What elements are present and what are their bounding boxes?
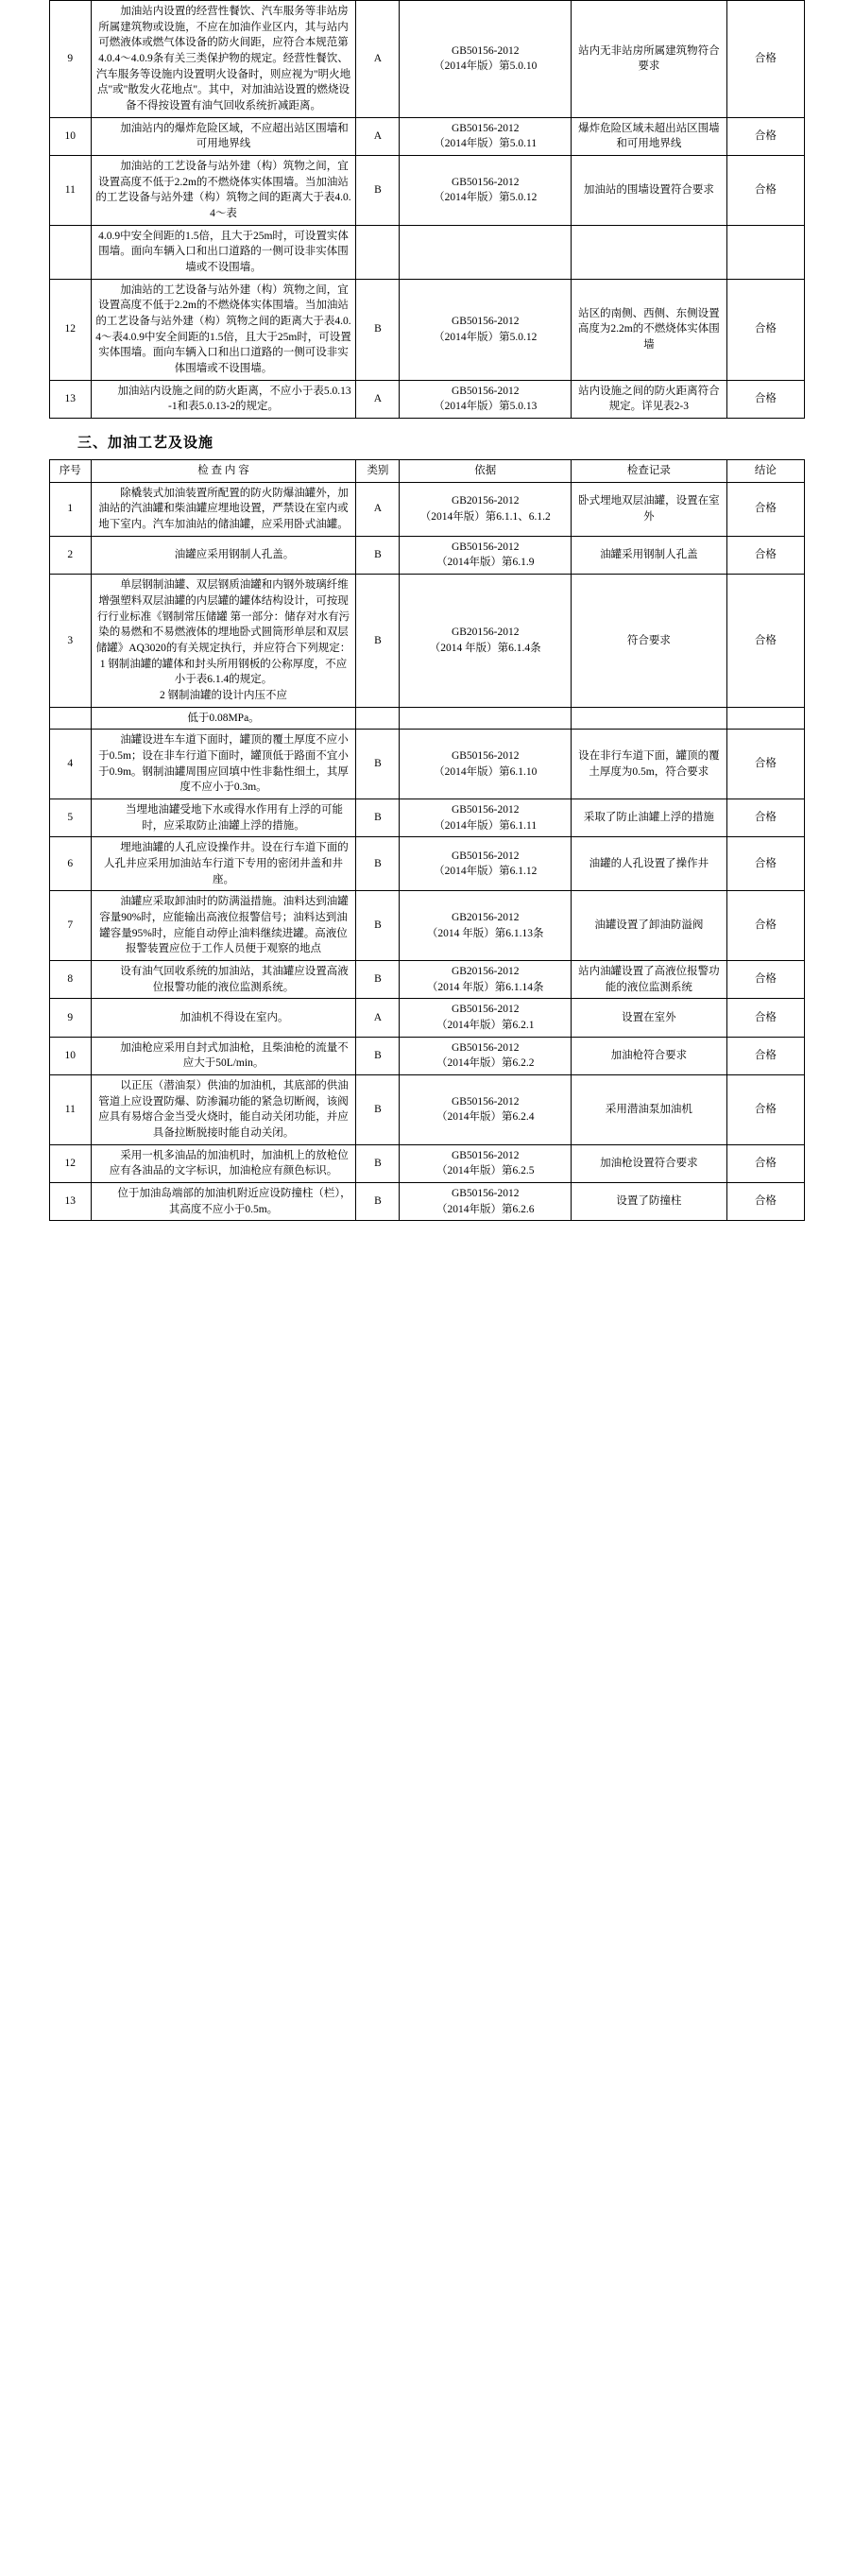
cell-inspection-record: 加油枪符合要求	[572, 1037, 727, 1074]
cell-category: B	[356, 156, 400, 226]
cell-inspection-record: 设置在室外	[572, 999, 727, 1037]
cell-conclusion	[726, 225, 804, 279]
cell-category: A	[356, 380, 400, 418]
cell-conclusion: 合格	[726, 1183, 804, 1221]
table-row	[50, 482, 805, 536]
cell-basis: GB50156-2012 （2014年版）第5.0.10	[400, 1, 572, 118]
cell-basis: GB20156-2012 （2014年版）第6.1.1、6.1.2	[400, 482, 572, 536]
table-row	[50, 891, 805, 961]
cell-basis: GB50156-2012 （2014年版）第6.1.10	[400, 730, 572, 799]
cell-sequence	[50, 707, 92, 730]
cell-category: A	[356, 999, 400, 1037]
cell-category: B	[356, 960, 400, 998]
cell-sequence: 10	[50, 117, 92, 155]
cell-category: B	[356, 1144, 400, 1182]
cell-category: B	[356, 536, 400, 574]
cell-category	[356, 225, 400, 279]
table-row	[50, 1, 805, 118]
document-page	[0, 0, 854, 1230]
table-row	[50, 1144, 805, 1182]
cell-category: B	[356, 799, 400, 836]
inspection-table-1	[49, 0, 805, 419]
cell-conclusion: 合格	[726, 891, 804, 961]
cell-sequence: 12	[50, 1144, 92, 1182]
cell-inspection-content: 加油站内设施之间的防火距离，不应小于表5.0.13-1和表5.0.13-2的规定。	[91, 380, 356, 418]
cell-conclusion: 合格	[726, 1037, 804, 1074]
cell-sequence	[50, 225, 92, 279]
cell-inspection-record: 站内设施之间的防火距离符合规定。详见表2-3	[572, 380, 727, 418]
cell-inspection-content: 加油站内设置的经营性餐饮、汽车服务等非站房所属建筑物或设施，不应在加油作业区内，其与站内可燃液体或燃气体设备的防火间距，应符合本规范第4.0.4～4.0.9条有关三类保护物的规定。经营性餐饮、汽车服务等设施内设置明火设备时，则应视为"明火地点"或"散发火花地点"。其中，对加油站设置的燃烧设备不得按设置有油气回收系统折减距离。	[91, 1, 356, 118]
cell-inspection-content: 油罐应采用钢制人孔盖。	[91, 536, 356, 574]
cell-basis: GB50156-2012 （2014年版）第5.0.11	[400, 117, 572, 155]
column-header: 检查记录	[572, 460, 727, 483]
table-row	[50, 117, 805, 155]
cell-inspection-record: 采取了防止油罐上浮的措施	[572, 799, 727, 836]
cell-sequence: 8	[50, 960, 92, 998]
cell-basis: GB20156-2012 （2014 年版）第6.1.14条	[400, 960, 572, 998]
table-row	[50, 999, 805, 1037]
cell-conclusion: 合格	[726, 799, 804, 836]
cell-basis: GB20156-2012 （2014 年版）第6.1.13条	[400, 891, 572, 961]
cell-inspection-content: 设有油气回收系统的加油站，其油罐应设置高液位报警功能的液位监测系统。	[91, 960, 356, 998]
cell-sequence: 13	[50, 1183, 92, 1221]
cell-basis: GB50156-2012 （2014年版）第6.2.6	[400, 1183, 572, 1221]
cell-inspection-record: 卧式埋地双层油罐，设置在室外	[572, 482, 727, 536]
cell-inspection-record: 加油枪设置符合要求	[572, 1144, 727, 1182]
cell-inspection-content: 油罐应采取卸油时的防满溢措施。油料达到油罐容量90%时，应能输出高液位报警信号；油料达到油罐容量95%时，应能自动停止油料继续进罐。高液位报警装置应位于工作人员便于观察的地点	[91, 891, 356, 961]
cell-sequence: 10	[50, 1037, 92, 1074]
column-header: 类别	[356, 460, 400, 483]
cell-inspection-record: 爆炸危险区域未超出站区围墙和可用地界线	[572, 117, 727, 155]
cell-inspection-content: 除橇装式加油装置所配置的防火防爆油罐外，加油站的汽油罐和柴油罐应埋地设置，严禁设在室内或地下室内。汽车加油站的储油罐，应采用卧式油罐。	[91, 482, 356, 536]
cell-inspection-record: 采用潜油泵加油机	[572, 1074, 727, 1144]
table-row	[50, 837, 805, 891]
cell-sequence: 3	[50, 575, 92, 707]
cell-inspection-content: 加油站的工艺设备与站外建（构）筑物之间，宜设置高度不低于2.2m的不燃烧体实体围墙。当加油站的工艺设备与站外建（构）筑物之间的距离大于表4.0.4～表	[91, 156, 356, 226]
cell-sequence: 11	[50, 1074, 92, 1144]
cell-conclusion: 合格	[726, 960, 804, 998]
table-row	[50, 730, 805, 799]
cell-sequence: 5	[50, 799, 92, 836]
cell-sequence: 9	[50, 1, 92, 118]
column-header: 结论	[726, 460, 804, 483]
cell-inspection-content: 油罐设进车车道下面时，罐顶的覆土厚度不应小于0.5m；设在非车行道下面时，罐顶低于路面不宜小于0.9m。钢制油罐周围应回填中性非黏性细土，其厚度不应小于0.3m。	[91, 730, 356, 799]
cell-sequence: 4	[50, 730, 92, 799]
cell-conclusion: 合格	[726, 730, 804, 799]
table-row	[50, 1037, 805, 1074]
cell-category: B	[356, 1074, 400, 1144]
cell-inspection-record: 加油站的围墙设置符合要求	[572, 156, 727, 226]
column-header: 检 查 内 容	[91, 460, 356, 483]
cell-inspection-content: 加油站内的爆炸危险区域，不应超出站区围墙和可用地界线	[91, 117, 356, 155]
cell-basis	[400, 707, 572, 730]
cell-basis: GB50156-2012 （2014年版）第6.2.5	[400, 1144, 572, 1182]
cell-conclusion: 合格	[726, 837, 804, 891]
cell-inspection-content: 当埋地油罐受地下水或得水作用有上浮的可能时，应采取防止油罐上浮的措施。	[91, 799, 356, 836]
cell-sequence: 13	[50, 380, 92, 418]
cell-inspection-record: 设在非行车道下面，罐顶的覆土厚度为0.5m，符合要求	[572, 730, 727, 799]
cell-category: B	[356, 891, 400, 961]
cell-basis: GB50156-2012 （2014年版）第6.1.12	[400, 837, 572, 891]
cell-conclusion: 合格	[726, 279, 804, 380]
cell-conclusion: 合格	[726, 156, 804, 226]
cell-basis: GB50156-2012 （2014年版）第5.0.12	[400, 156, 572, 226]
cell-basis	[400, 225, 572, 279]
cell-sequence: 9	[50, 999, 92, 1037]
table-row	[50, 380, 805, 418]
cell-inspection-content: 以正压（潜油泵）供油的加油机，其底部的供油管道上应设置防爆、防渗漏功能的紧急切断阀，该阀应具有易熔合金当受火烧时，能自动关闭功能，并应具备拉断脱接时能自动关闭。	[91, 1074, 356, 1144]
cell-sequence: 12	[50, 279, 92, 380]
cell-inspection-record	[572, 225, 727, 279]
cell-category: B	[356, 1037, 400, 1074]
cell-basis: GB50156-2012 （2014年版）第5.0.12	[400, 279, 572, 380]
cell-inspection-record: 油罐设置了卸油防溢阀	[572, 891, 727, 961]
cell-conclusion: 合格	[726, 999, 804, 1037]
cell-inspection-content: 位于加油岛端部的加油机附近应设防撞柱（栏），其高度不应小于0.5m。	[91, 1183, 356, 1221]
cell-basis: GB50156-2012 （2014年版）第5.0.13	[400, 380, 572, 418]
cell-category: B	[356, 1183, 400, 1221]
cell-basis: GB50156-2012 （2014年版）第6.1.11	[400, 799, 572, 836]
cell-conclusion: 合格	[726, 380, 804, 418]
cell-category: B	[356, 730, 400, 799]
cell-basis: GB50156-2012 （2014年版）第6.2.2	[400, 1037, 572, 1074]
cell-inspection-content: 加油机不得设在室内。	[91, 999, 356, 1037]
table-row	[50, 1183, 805, 1221]
table-row	[50, 156, 805, 226]
cell-sequence: 1	[50, 482, 92, 536]
cell-inspection-record: 站区的南侧、西侧、东侧设置高度为2.2m的不燃烧体实体围墙	[572, 279, 727, 380]
cell-conclusion: 合格	[726, 1144, 804, 1182]
cell-sequence: 2	[50, 536, 92, 574]
table-header-row	[50, 460, 805, 483]
cell-sequence: 11	[50, 156, 92, 226]
table-row	[50, 279, 805, 380]
cell-category: A	[356, 117, 400, 155]
cell-basis: GB50156-2012 （2014年版）第6.2.1	[400, 999, 572, 1037]
cell-inspection-content: 加油枪应采用自封式加油枪，且柴油枪的流量不应大于50L/min。	[91, 1037, 356, 1074]
cell-category	[356, 707, 400, 730]
table-row	[50, 225, 805, 279]
inspection-table-2	[49, 459, 805, 1221]
cell-inspection-content: 采用一机多油品的加油机时，加油机上的放枪位应有各油品的文字标识，加油枪应有颜色标识。	[91, 1144, 356, 1182]
cell-inspection-record	[572, 707, 727, 730]
table-row	[50, 536, 805, 574]
cell-inspection-content: 低于0.08MPa。	[91, 707, 356, 730]
cell-category: B	[356, 575, 400, 707]
table-row	[50, 1074, 805, 1144]
cell-inspection-content: 单层钢制油罐、双层钢质油罐和内钢外玻璃纤维增强塑料双层油罐的内层罐的罐体结构设计，可按现行行业标准《钢制常压储罐 第一部分：储存对水有污染的易燃和不易燃液体的埋地卧式圆筒形单层和双层储罐》AQ3020的有关规定执行，并应符合下列规定： 1 钢制油罐的罐体和封头所用钢板的公称厚度，不应小于表6.1.4的规定。 2 钢制油罐的设计内压不应	[91, 575, 356, 707]
table-row	[50, 960, 805, 998]
cell-conclusion: 合格	[726, 117, 804, 155]
cell-inspection-record: 站内油罐设置了高液位报警功能的液位监测系统	[572, 960, 727, 998]
cell-inspection-record: 油罐的人孔设置了操作井	[572, 837, 727, 891]
section-heading: 三、加油工艺及设施	[77, 436, 214, 452]
cell-conclusion	[726, 707, 804, 730]
table-row	[50, 575, 805, 707]
cell-inspection-content: 4.0.9中安全间距的1.5倍，且大于25m时，可设置实体围墙。面向车辆入口和出口道路的一侧可设非实体围墙或不设围墙。	[91, 225, 356, 279]
cell-conclusion: 合格	[726, 482, 804, 536]
cell-category: A	[356, 1, 400, 118]
cell-category: B	[356, 279, 400, 380]
cell-category: B	[356, 837, 400, 891]
cell-category: A	[356, 482, 400, 536]
cell-inspection-content: 加油站的工艺设备与站外建（构）筑物之间，宜设置高度不低于2.2m的不燃烧体实体围墙。当加油站的工艺设备与站外建（构）筑物之间的距离大于表4.0.4～表4.0.9中安全间距的1.5倍，且大于25m时，可设置实体围墙。面向车辆入口和出口道路的一侧可设非实体围墙或不设围墙。	[91, 279, 356, 380]
cell-sequence: 7	[50, 891, 92, 961]
cell-conclusion: 合格	[726, 1074, 804, 1144]
column-header: 序号	[50, 460, 92, 483]
cell-basis: GB50156-2012 （2014年版）第6.1.9	[400, 536, 572, 574]
table-row	[50, 707, 805, 730]
cell-sequence: 6	[50, 837, 92, 891]
cell-basis: GB50156-2012 （2014年版）第6.2.4	[400, 1074, 572, 1144]
cell-inspection-record: 站内无非站房所属建筑物符合要求	[572, 1, 727, 118]
cell-conclusion: 合格	[726, 536, 804, 574]
cell-conclusion: 合格	[726, 575, 804, 707]
cell-inspection-record: 符合要求	[572, 575, 727, 707]
table-row	[50, 799, 805, 836]
cell-conclusion: 合格	[726, 1, 804, 118]
cell-inspection-record: 油罐采用钢制人孔盖	[572, 536, 727, 574]
column-header: 依据	[400, 460, 572, 483]
cell-basis: GB20156-2012 （2014 年版）第6.1.4条	[400, 575, 572, 707]
cell-inspection-content: 埋地油罐的人孔应设操作井。设在行车道下面的人孔井应采用加油站车行道下专用的密闭井盖和井座。	[91, 837, 356, 891]
cell-inspection-record: 设置了防撞柱	[572, 1183, 727, 1221]
